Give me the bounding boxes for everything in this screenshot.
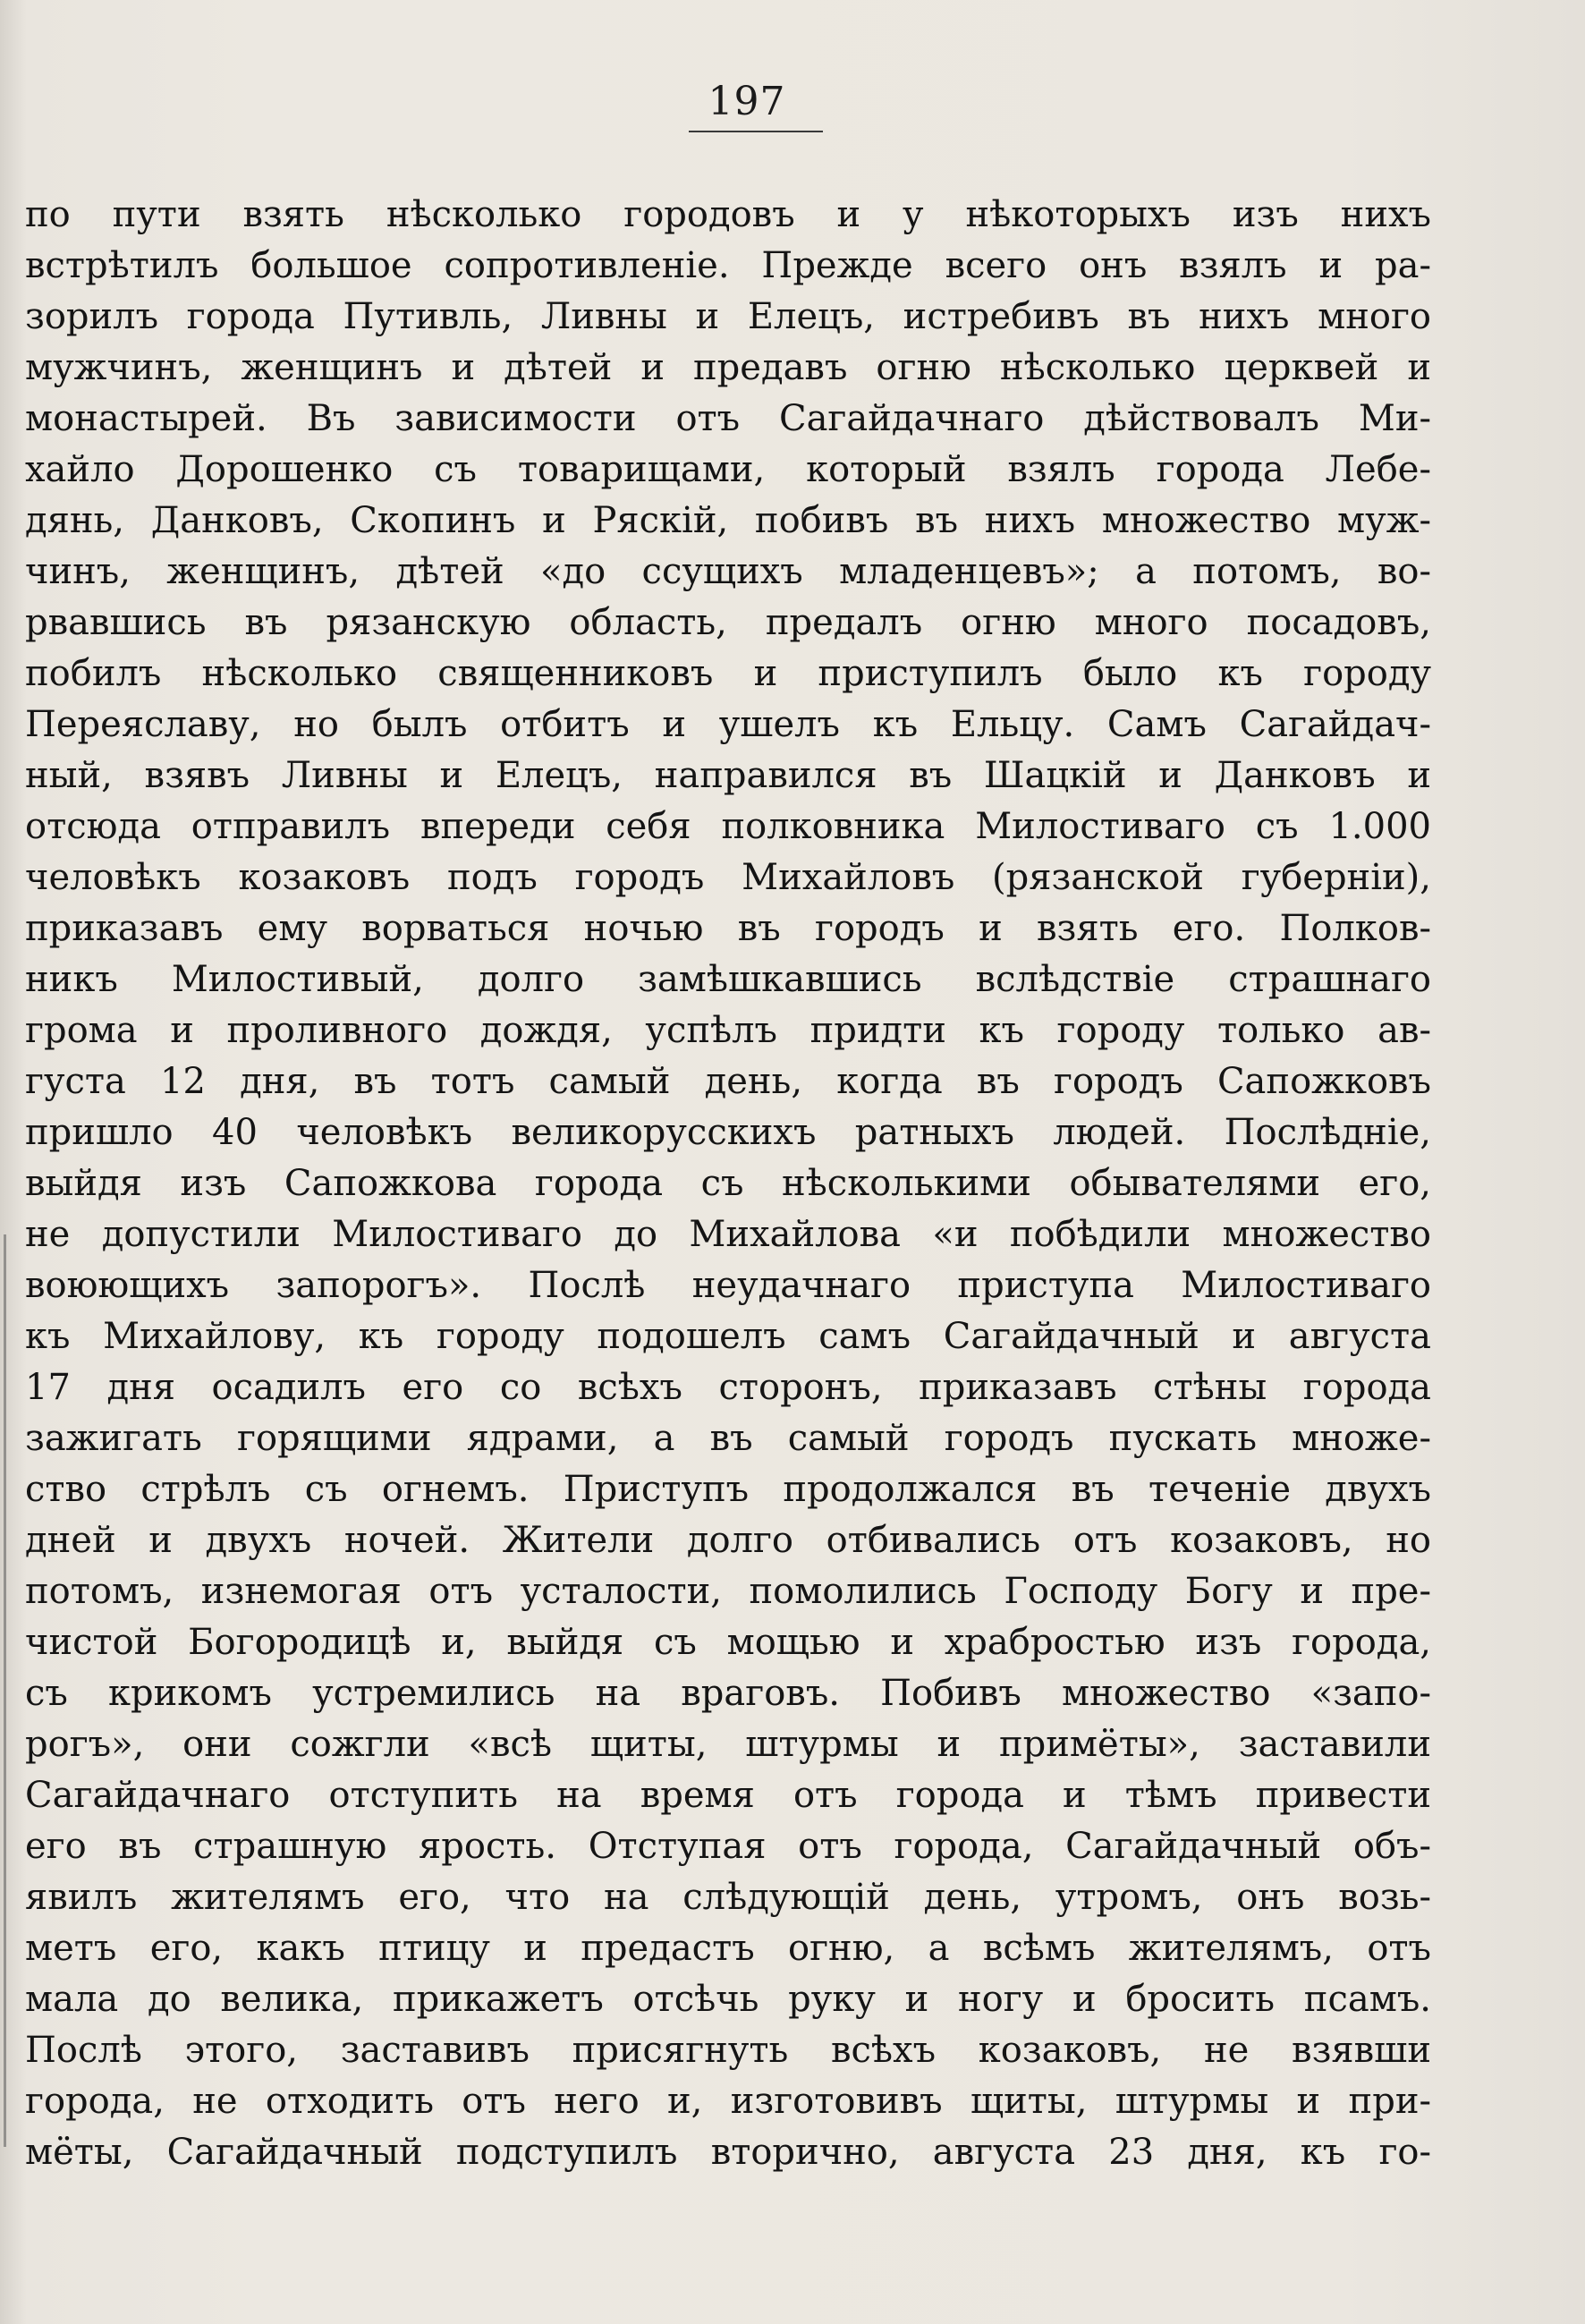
binding-shadow bbox=[4, 1234, 6, 2147]
text-line: зорилъ города Путивль, Ливны и Елецъ, истребивъ въ нихъ много bbox=[25, 296, 1431, 337]
text-line: отсюда отправилъ впереди себя полковника Милостиваго съ 1.000 bbox=[25, 806, 1431, 847]
text-line: пришло 40 человѣкъ великорусскихъ ратныхъ людей. Послѣдніе, bbox=[25, 1112, 1431, 1153]
text-line: съ крикомъ устремились на враговъ. Побивъ множество «запо- bbox=[25, 1673, 1431, 1714]
text-line: ство стрѣлъ съ огнемъ. Приступъ продолжался въ теченіе двухъ bbox=[25, 1469, 1431, 1510]
text-line: Сагайдачнаго отступить на время отъ города и тѣмъ привести bbox=[25, 1775, 1431, 1816]
page-number: 197 bbox=[708, 79, 786, 124]
text-line: чинъ, женщинъ, дѣтей «до ссущихъ младенцевъ»; а потомъ, во- bbox=[25, 551, 1431, 592]
body-text bbox=[25, 190, 1431, 2178]
page-number-rule bbox=[689, 131, 823, 132]
text-line: встрѣтилъ большое сопротивленіе. Прежде всего онъ взялъ и ра- bbox=[25, 245, 1431, 286]
text-line: выйдя изъ Сапожкова города съ нѣсколькими обывателями его, bbox=[25, 1163, 1431, 1204]
text-line: Переяславу, но былъ отбитъ и ушелъ къ Ельцу. Самъ Сагайдач- bbox=[25, 704, 1431, 745]
text-line: побилъ нѣсколько священниковъ и приступилъ было къ городу bbox=[25, 653, 1431, 694]
text-line: рогъ», они сожгли «всѣ щиты, штурмы и примёты», заставили bbox=[25, 1724, 1431, 1765]
text-line: Послѣ этого, заставивъ присягнуть всѣхъ козаковъ, не взявши bbox=[25, 2030, 1431, 2071]
text-line: хайло Дорошенко съ товарищами, который взялъ города Лебе- bbox=[25, 449, 1431, 490]
text-line: приказавъ ему ворваться ночью въ городъ и взять его. Полков- bbox=[25, 908, 1431, 949]
text-line: грома и проливного дождя, успѣлъ придти къ городу только ав- bbox=[25, 1010, 1431, 1051]
text-line: дянь, Данковъ, Скопинъ и Ряскій, побивъ въ нихъ множество муж- bbox=[25, 500, 1431, 541]
text-line: монастырей. Въ зависимости отъ Сагайдачнаго дѣйствовалъ Ми- bbox=[25, 398, 1431, 439]
text-line: потомъ, изнемогая отъ усталости, помолились Господу Богу и пре- bbox=[25, 1571, 1431, 1612]
text-line: ный, взявъ Ливны и Елецъ, направился въ Шацкій и Данковъ и bbox=[25, 755, 1431, 796]
text-line: къ Михайлову, къ городу подошелъ самъ Сагайдачный и августа bbox=[25, 1316, 1431, 1357]
text-line: чистой Богородицѣ и, выйдя съ мощью и храбростью изъ города, bbox=[25, 1622, 1431, 1663]
text-line: мужчинъ, женщинъ и дѣтей и предавъ огню нѣсколько церквей и bbox=[25, 347, 1431, 388]
text-line: густа 12 дня, въ тотъ самый день, когда въ городъ Сапожковъ bbox=[25, 1061, 1431, 1102]
text-line: по пути взять нѣсколько городовъ и у нѣкоторыхъ изъ нихъ bbox=[25, 194, 1431, 235]
text-line: города, не отходить отъ него и, изготовивъ щиты, штурмы и при- bbox=[25, 2081, 1431, 2122]
text-line: мёты, Сагайдачный подступилъ вторично, августа 23 дня, къ го- bbox=[25, 2132, 1431, 2173]
text-line: его въ страшную ярость. Отступая отъ города, Сагайдачный объ- bbox=[25, 1826, 1431, 1867]
text-line: дней и двухъ ночей. Жители долго отбивались отъ козаковъ, но bbox=[25, 1520, 1431, 1561]
text-line: зажигать горящими ядрами, а въ самый городъ пускать множе- bbox=[25, 1418, 1431, 1459]
text-line: мала до велика, прикажетъ отсѣчь руку и ногу и бросить псамъ. bbox=[25, 1979, 1431, 2020]
text-line: рвавшись въ рязанскую область, предалъ огню много посадовъ, bbox=[25, 602, 1431, 643]
text-line: явилъ жителямъ его, что на слѣдующій день, утромъ, онъ возь- bbox=[25, 1877, 1431, 1918]
text-line: метъ его, какъ птицу и предастъ огню, а всѣмъ жителямъ, отъ bbox=[25, 1928, 1431, 1969]
text-line: никъ Милостивый, долго замѣшкавшись вслѣдствіе страшнаго bbox=[25, 959, 1431, 1000]
text-line: не допустили Милостиваго до Михайлова «и побѣдили множество bbox=[25, 1214, 1431, 1255]
text-line: воюющихъ запорогъ». Послѣ неудачнаго приступа Милостиваго bbox=[25, 1265, 1431, 1306]
text-line: человѣкъ козаковъ подъ городъ Михайловъ (рязанской губерніи), bbox=[25, 857, 1431, 898]
text-line: 17 дня осадилъ его со всѣхъ сторонъ, приказавъ стѣны города bbox=[25, 1367, 1431, 1408]
